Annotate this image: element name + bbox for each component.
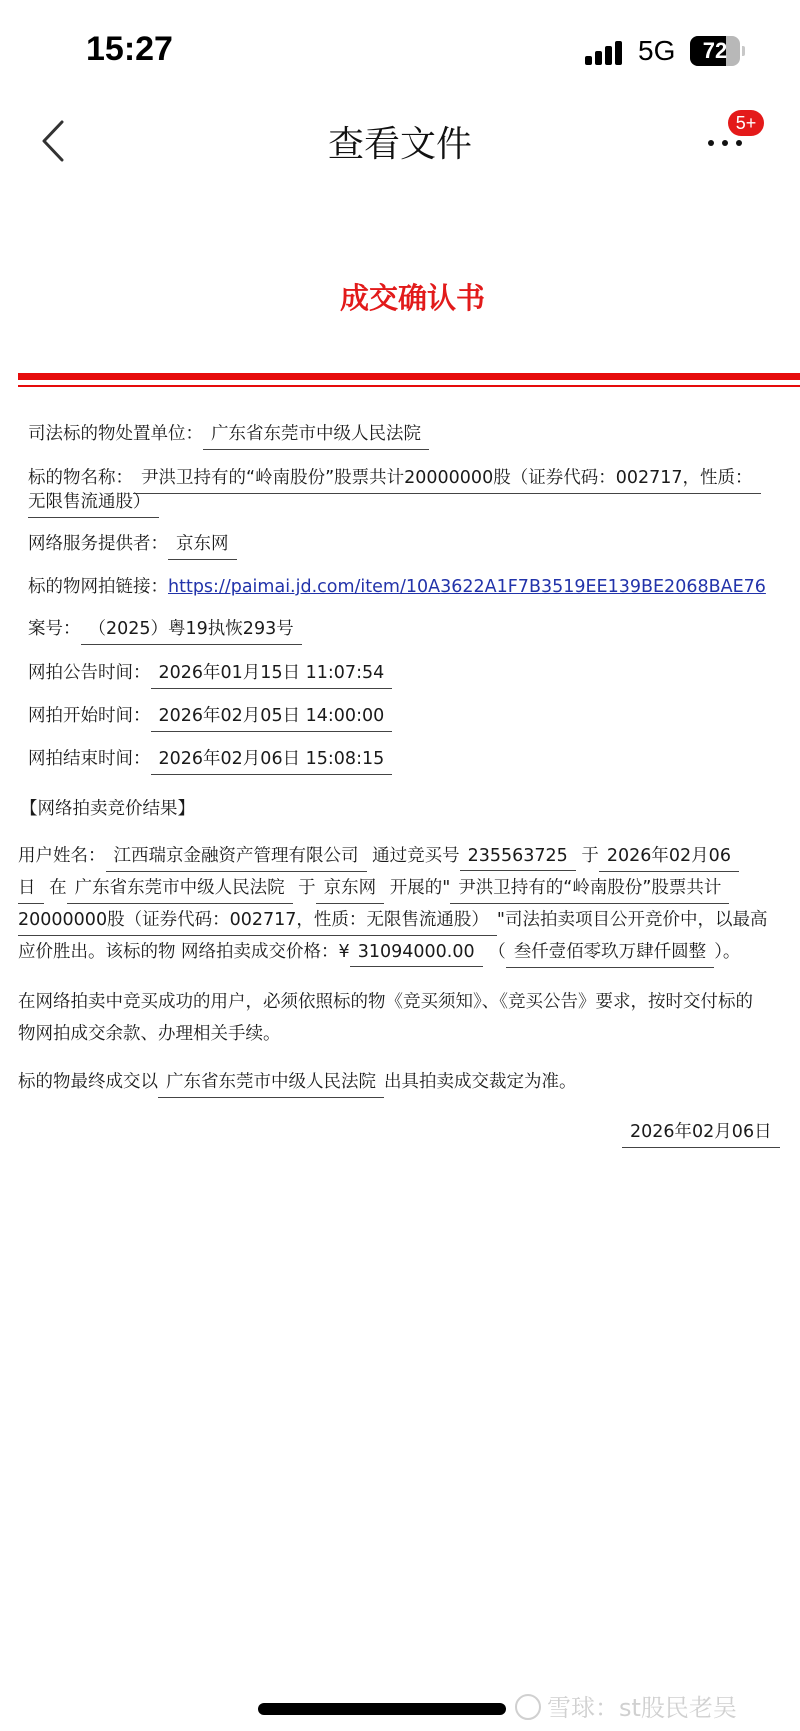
result-platform: 京东网 bbox=[316, 874, 385, 904]
item-name-value-cont: 无限售流通股） bbox=[28, 488, 159, 518]
document-title: 成交确认书 bbox=[339, 281, 485, 315]
section-heading: 【网络拍卖竞价结果】 bbox=[20, 799, 195, 819]
field-item-name-cont bbox=[28, 488, 159, 518]
field-start-time: 网拍开始时间： 2026年02月05日 14:00:00 bbox=[28, 702, 392, 732]
final-statement: 标的物最终成交以 广东省东莞市中级人民法院 出具拍卖成交裁定为准。 bbox=[18, 1068, 577, 1098]
result-item-cont: 20000000股（证券代码：002717，性质：无限售流通股） bbox=[18, 906, 497, 936]
header-rule-thick bbox=[18, 373, 800, 380]
start-time-value: 2026年02月05日 14:00:00 bbox=[151, 702, 393, 732]
battery-icon bbox=[690, 36, 740, 66]
page-title: 查看文件 bbox=[327, 124, 472, 165]
home-indicator[interactable] bbox=[258, 1703, 506, 1715]
battery-level: 72 bbox=[702, 38, 728, 63]
final-price: 31094000.00 bbox=[350, 942, 483, 967]
item-name-value: 尹洪卫持有的“岭南股份”股票共计20000000股（证券代码：002717，性质： bbox=[133, 464, 761, 494]
header-rule-thin bbox=[18, 385, 800, 387]
more-dots-icon bbox=[708, 140, 714, 146]
end-time-value: 2026年02月06日 15:08:15 bbox=[151, 745, 393, 775]
sign-date: 2026年02月06日 bbox=[622, 1118, 780, 1148]
result-court: 广东省东莞市中级人民法院 bbox=[67, 874, 293, 904]
service-provider-value: 京东网 bbox=[168, 530, 237, 560]
disposal-unit-value: 广东省东莞市中级人民法院 bbox=[203, 420, 429, 450]
case-number-value: （2025）粤19执恢293号 bbox=[81, 615, 302, 645]
announce-time-value: 2026年01月15日 11:07:54 bbox=[151, 659, 393, 689]
field-announce-time: 网拍公告时间： 2026年01月15日 11:07:54 bbox=[28, 659, 392, 689]
battery-tip bbox=[742, 46, 745, 56]
network-type: 5G bbox=[638, 35, 676, 66]
result-line-3: 20000000股（证券代码：002717，性质：无限售流通股） "司法拍卖项目公开竞价中，以最高 bbox=[18, 906, 767, 936]
result-date: 2026年02月06 bbox=[599, 842, 739, 872]
result-line-1: 用户姓名： 江西瑞京金融资产管理有限公司 通过竞买号 235563725 于 2026年02月06 bbox=[18, 842, 739, 872]
status-time: 15:27 bbox=[86, 30, 173, 68]
bid-number: 235563725 bbox=[460, 846, 576, 871]
field-case-number: 案号： （2025）粤19执恢293号 bbox=[28, 615, 302, 645]
field-item-name: 标的物名称： 尹洪卫持有的“岭南股份”股票共计20000000股（证券代码：002717，性质： bbox=[28, 464, 761, 494]
winner-name: 江西瑞京金融资产管理有限公司 bbox=[106, 842, 367, 872]
field-service-provider: 网络服务提供者： 京东网 bbox=[28, 530, 237, 560]
watermark: 雪球：st股民老吴 bbox=[515, 1688, 737, 1723]
result-line-4: 应价胜出。该标的物 网络拍卖成交价格：¥ 31094000.00 （ 叁仟壹佰零玖万肆仟圆整 ）。 bbox=[18, 938, 740, 968]
xueqiu-logo-icon bbox=[515, 1694, 541, 1720]
result-item: 尹洪卫持有的“岭南股份”股票共计 bbox=[450, 874, 729, 904]
field-end-time: 网拍结束时间： 2026年02月06日 15:08:15 bbox=[28, 745, 392, 775]
field-auction-link: 标的物网拍链接：https://paimai.jd.com/item/10A3622A1F7B3519EE139BE2068BAE76 bbox=[28, 577, 766, 597]
cellular-signal-icon bbox=[585, 41, 625, 65]
auction-link[interactable]: https://paimai.jd.com/item/10A3622A1F7B3519EE139BE2068BAE76 bbox=[168, 577, 766, 597]
notice-line-2: 物网拍成交余款、办理相关手续。 bbox=[18, 1024, 281, 1044]
notification-badge: 5+ bbox=[728, 110, 764, 136]
status-bar bbox=[0, 0, 800, 100]
field-disposal-unit: 司法标的物处置单位： 广东省东莞市中级人民法院 bbox=[28, 420, 429, 450]
nav-bar bbox=[0, 100, 800, 180]
final-price-words: 叁仟壹佰零玖万肆仟圆整 bbox=[506, 938, 715, 968]
final-court: 广东省东莞市中级人民法院 bbox=[158, 1068, 384, 1098]
notice-line-1: 在网络拍卖中竞买成功的用户，必须依照标的物《竞买须知》、《竞买公告》要求，按时交付标的 bbox=[18, 992, 753, 1012]
result-line-2: 日 在 广东省东莞市中级人民法院 于 京东网 开展的" 尹洪卫持有的“岭南股份”股票共计 bbox=[18, 874, 729, 904]
